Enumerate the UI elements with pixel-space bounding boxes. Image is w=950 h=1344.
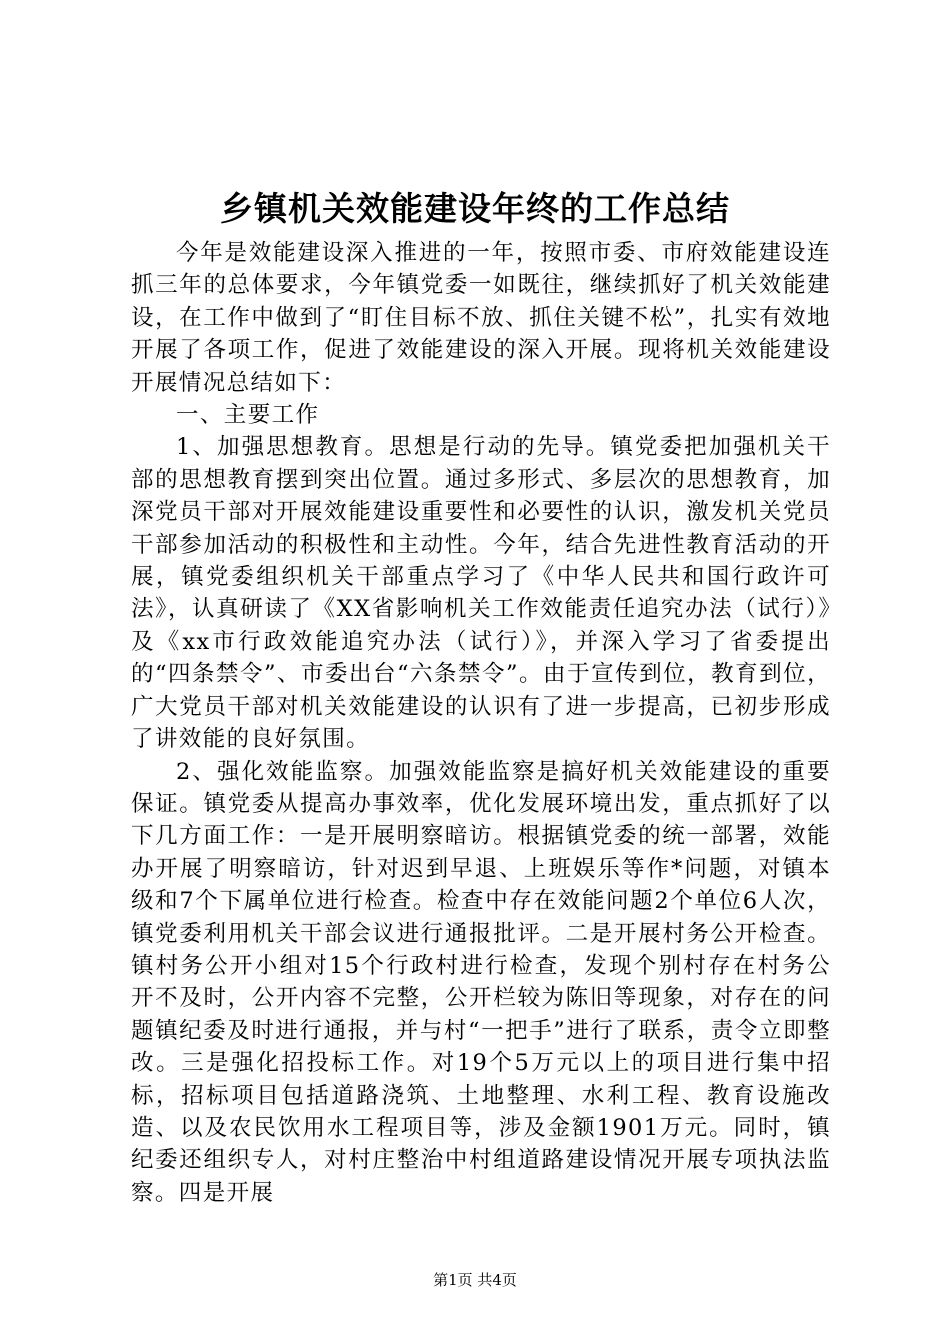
document-title: 乡镇机关效能建设年终的工作总结 xyxy=(220,189,730,228)
document-body xyxy=(131,237,831,1209)
paragraph-intro: 今年是效能建设深入推进的一年，按照市委、市府效能建设连抓三年的总体要求，今年镇党委一如既往，继续抓好了机关效能建设，在工作中做到了“盯住目标不放、抓住关键不松”，扎实有效地开展了各项工作，促进了效能建设的深入开展。现将机关效能建设开展情况总结如下： xyxy=(131,240,831,396)
paragraph-ideological-education: 1、加强思想教育。思想是行动的先导。镇党委把加强机关干部的思想教育摆到突出位置。通过多形式、多层次的思想教育，加深党员干部对开展效能建设重要性和必要性的认识，激发机关党员干部参加活动的积极性和主动性。今年，结合先进性教育活动的开展，镇党委组织机关干部重点学习了《中华人民共和国行政许可法》，认真研读了《XX省影响机关工作效能责任追究办法（试行）》及《xx市行政效能追究办法（试行）》，并深入学习了省委提出的“四条禁令”、市委出台“六条禁令”。由于宣传到位，教育到位，广大党员干部对机关效能建设的认识有了进一步提高，已初步形成了讲效能的良好氛围。 xyxy=(131,434,831,753)
page-footer: 第1页 共4页 xyxy=(433,1271,517,1289)
section-heading-main-work: 一、主要工作 xyxy=(176,402,320,429)
paragraph-efficiency-supervision: 2、强化效能监察。加强效能监察是搞好机关效能建设的重要保证。镇党委从提高办事效率，优化发展环境出发，重点抓好了以下几方面工作：一是开展明察暗访。根据镇党委的统一部署，效能办开展了明察暗访，针对迟到早退、上班娱乐等作*问题，对镇本级和7个下属单位进行检查。检查中存在效能问题2个单位6人次，镇党委利用机关干部会议进行通报批评。二是开展村务公开检查。镇村务公开小组对15个行政村进行检查，发现个别村存在村务公开不及时，公开内容不完整，公开栏较为陈旧等现象，对存在的问题镇纪委及时进行通报，并与村“一把手”进行了联系，责令立即整改。三是强化招投标工作。对19个5万元以上的项目进行集中招标，招标项目包括道路浇筑、土地整理、水利工程、教育设施改造、以及农民饮用水工程项目等，涉及金额1901万元。同时，镇纪委还组织专人，对村庄整治中村组道路建设情况开展专项执法监察。四是开展 xyxy=(131,758,831,1206)
